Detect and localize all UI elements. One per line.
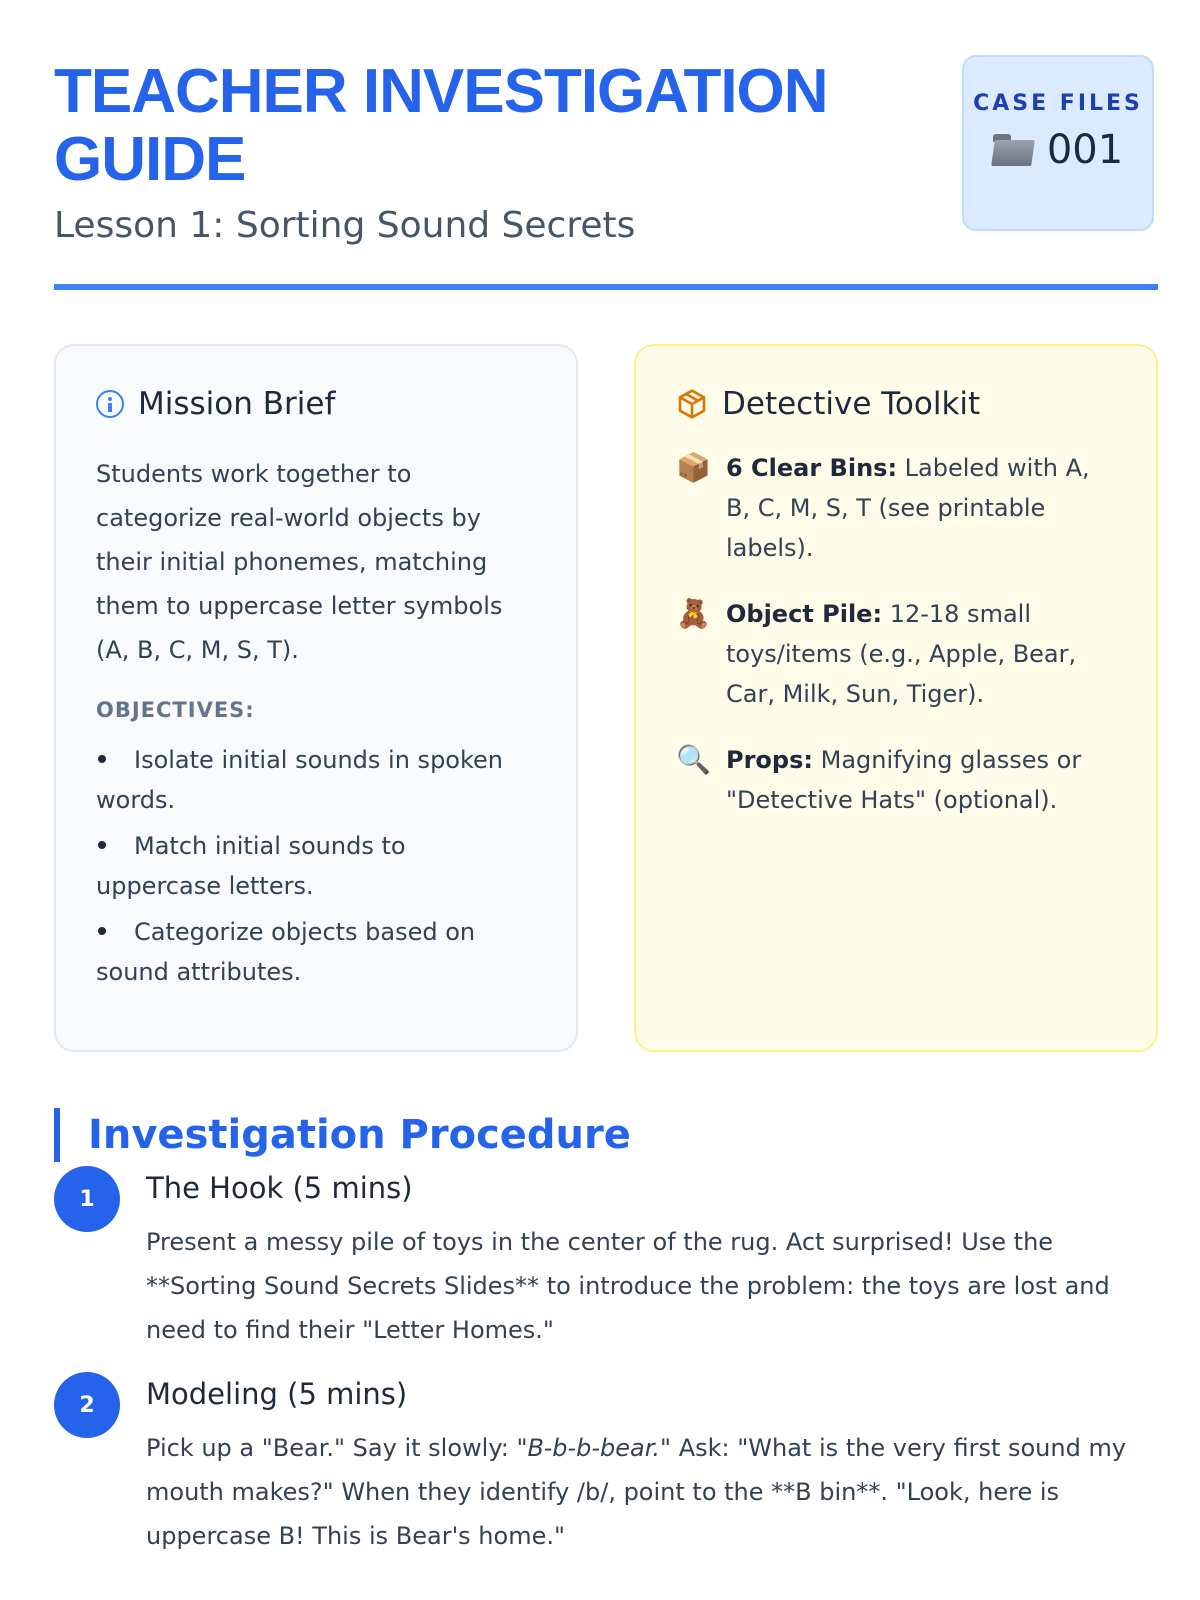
pronunciation-example: "B-b-b-bear." (516, 1434, 672, 1462)
folder-icon (993, 134, 1033, 166)
toolkit-item (676, 740, 1116, 820)
box-icon (676, 388, 708, 420)
step-number-badge: 2 (54, 1372, 120, 1438)
package-icon: 📦 (676, 451, 711, 484)
bullet-icon (98, 841, 106, 849)
step-title: The Hook (5 mins) (146, 1171, 413, 1205)
procedure-step (54, 1164, 1158, 1352)
detective-toolkit-card (634, 344, 1158, 1052)
toolkit-item-name: 6 Clear Bins: (726, 454, 898, 482)
toolkit-item-desc: 12-18 small toys/items (e.g., Apple, Bear, Car, Milk, Sun, Tiger). (726, 600, 1077, 708)
mission-description: Students work together to categorize real-world objects by their initial phonemes, matching them to uppercase letter symbols (A, B, C, M, S, T). (96, 460, 503, 664)
toolkit-item (676, 594, 1116, 714)
bullet-icon (98, 927, 106, 935)
toolkit-item-name: Object Pile: (726, 600, 883, 628)
bullet-icon (98, 755, 106, 763)
step-text: Pick up a "Bear." Say it slowly: "B-b-b-bear." Ask: "What is the very first sound my mouth makes?" When they identify /b/, point to the **B bin**. "Look, here is uppercase B! This is Bear's home." (146, 1434, 1127, 1550)
objective-item: Isolate initial sounds in spoken words. (96, 746, 503, 814)
procedure-step (54, 1370, 1158, 1558)
objectives-list (96, 740, 536, 992)
header-divider (54, 284, 1158, 290)
objective-item: Categorize objects based on sound attributes. (96, 918, 476, 986)
objective-item: Match initial sounds to uppercase letters. (96, 832, 406, 900)
page-title: TEACHER INVESTIGATION GUIDE (54, 57, 828, 194)
toolkit-item-desc: Labeled with A, B, C, M, S, T (see printable labels). (726, 454, 1090, 562)
toolkit-item (676, 448, 1116, 568)
mission-brief-heading (96, 386, 536, 422)
detective-toolkit-heading (676, 386, 1116, 422)
procedure-section-heading (54, 1108, 631, 1162)
case-files-badge (962, 55, 1154, 231)
toolkit-item-name: Props: (726, 746, 813, 774)
case-number-row (964, 127, 1152, 173)
procedure-title: Investigation Procedure (88, 1112, 631, 1158)
case-number: 001 (1046, 127, 1124, 173)
step-number-badge: 1 (54, 1166, 120, 1232)
magnifier-icon: 🔍 (676, 743, 711, 776)
detective-toolkit-title: Detective Toolkit (722, 386, 981, 422)
toolkit-item-desc: Magnifying glasses or "Detective Hats" (optional). (726, 746, 1082, 814)
step-title: Modeling (5 mins) (146, 1377, 408, 1411)
mission-brief-title: Mission Brief (138, 386, 336, 422)
objectives-label: OBJECTIVES: (96, 698, 255, 722)
lesson-subtitle: Lesson 1: Sorting Sound Secrets (54, 205, 636, 246)
step-text: Present a messy pile of toys in the center of the rug. Act surprised! Use the **Sorting Sound Secrets Slides** to introduce the problem: the toys are lost and need to find their "Letter Homes." (146, 1228, 1110, 1344)
mission-brief-card (54, 344, 578, 1052)
info-icon (96, 390, 124, 418)
teddy-bear-icon: 🧸 (676, 597, 711, 630)
case-files-label: CASE FILES (973, 91, 1143, 116)
page-header (54, 58, 854, 248)
